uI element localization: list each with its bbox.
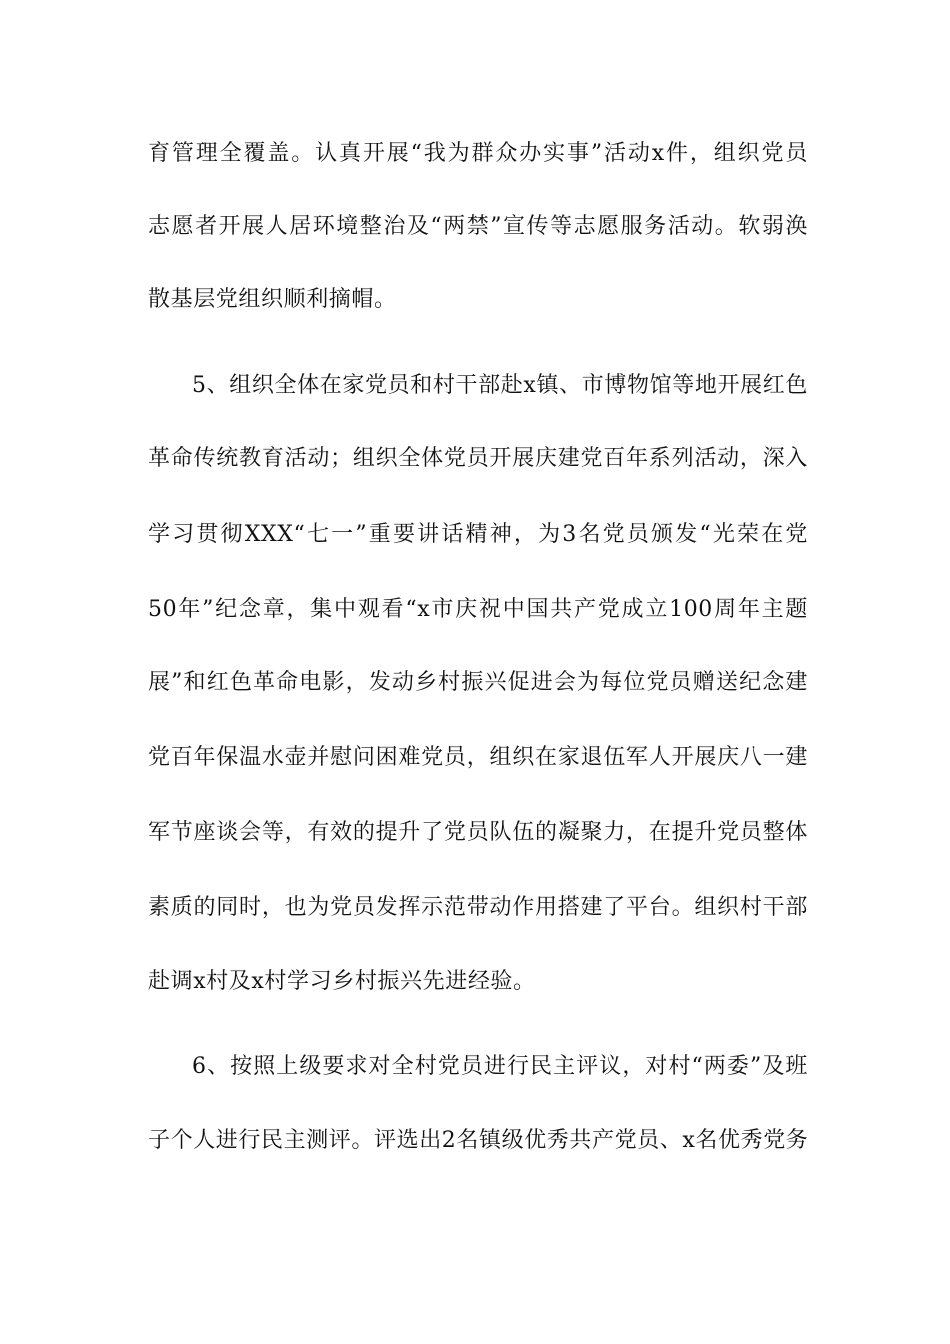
text-line: 散基层党组织顺利摘帽。 xyxy=(148,287,397,312)
paragraph-6-first-line: 6、按照上级要求对全村党员进行民主评议，对村“两委”及班 xyxy=(192,1054,808,1079)
text-line: 展”和红色革命电影，发动乡村振兴促进会为每位党员赠送纪念建 xyxy=(148,670,808,695)
text-line: 革命传统教育活动；组织全体党员开展庆建党百年系列活动，深入 xyxy=(148,446,808,471)
text-line: 50年”纪念章，集中观看“x市庆祝中国共产党成立100周年主题 xyxy=(148,597,808,622)
text-line: 志愿者开展人居环境整治及“两禁”宣传等志愿服务活动。软弱涣 xyxy=(148,214,808,239)
text-line: 军节座谈会等，有效的提升了党员队伍的凝聚力，在提升党员整体 xyxy=(148,820,808,845)
paragraph-5-first-line: 5、组织全体在家党员和村干部赴x镇、市博物馆等地开展红色 xyxy=(192,373,808,398)
text-line: 学习贯彻XXX“七一”重要讲话精神，为3名党员颁发“光荣在党 xyxy=(148,522,808,547)
text-line: 党百年保温水壶并慰问困难党员，组织在家退伍军人开展庆八一建 xyxy=(148,745,808,770)
text-line: 子个人进行民主测评。评选出2名镇级优秀共产党员、x名优秀党务 xyxy=(148,1128,809,1153)
text-line: 赴调x村及x村学习乡村振兴先进经验。 xyxy=(148,969,536,994)
text-line: 素质的同时，也为党员发挥示范带动作用搭建了平台。组织村干部 xyxy=(148,895,808,920)
text-line: 育管理全覆盖。认真开展“我为群众办实事”活动x件，组织党员 xyxy=(148,141,808,166)
